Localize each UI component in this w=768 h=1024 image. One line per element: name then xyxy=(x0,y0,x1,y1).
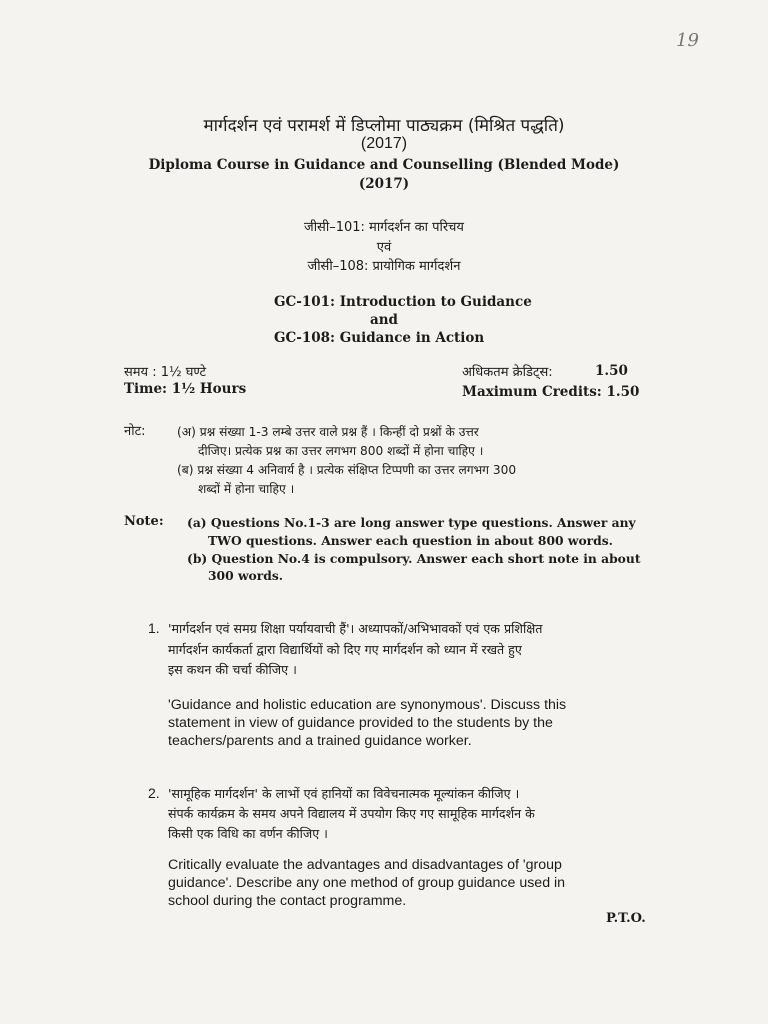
course1-english: GC-101: Introduction to Guidance xyxy=(274,294,532,310)
title-english: Diploma Course in Guidance and Counselling (Blended Mode) xyxy=(148,157,620,173)
question-2-english-line3: school during the contact programme. xyxy=(168,893,407,909)
credits-english: Maximum Credits: 1.50 xyxy=(462,384,640,400)
pto-marker: P.T.O. xyxy=(606,911,646,926)
note-english-a-line1: (a) Questions No.1-3 are long answer type questions. Answer any xyxy=(187,515,636,530)
question-1-english-line1: 'Guidance and holistic education are synonymous'. Discuss this xyxy=(168,697,567,713)
question-2-hindi-line3: किसी एक विधि का वर्णन कीजिए । xyxy=(168,826,328,841)
question-2-english-line1: Critically evaluate the advantages and disadvantages of 'group xyxy=(168,857,562,873)
question-1-hindi-line2: मार्गदर्शन कार्यकर्ता द्वारा विद्यार्थियों को दिए गए मार्गदर्शन को ध्यान में रखते हुए xyxy=(168,642,522,657)
question-1-hindi-line1: 'मार्गदर्शन एवं समग्र शिक्षा पर्यायवाची हैं'। अध्यापकों/अभिभावकों एवं एक प्रशिक्षित xyxy=(168,621,543,636)
year-hindi: (2017) xyxy=(360,135,408,152)
note-english-b-line2: 300 words. xyxy=(208,568,284,583)
question-2-english-line2: guidance'. Describe any one method of group guidance used in xyxy=(168,875,566,891)
question-1-number: 1. xyxy=(148,620,160,636)
title-hindi: मार्गदर्शन एवं परामर्श में डिप्लोमा पाठ्यक्रम (मिश्रित पद्धति) xyxy=(203,116,565,136)
note-english-a-line2: TWO questions. Answer each question in about 800 words. xyxy=(208,533,613,548)
and-english: and xyxy=(369,312,398,328)
time-english: Time: 1½ Hours xyxy=(124,381,247,397)
credits-hindi-label: अधिकतम क्रेडिट्स: xyxy=(462,365,553,380)
question-1-english-line2: statement in view of guidance provided to the students by the xyxy=(168,715,553,731)
credits-hindi-value: 1.50 xyxy=(595,363,628,379)
course2-english: GC-108: Guidance in Action xyxy=(274,330,485,346)
note-hindi-label: नोट: xyxy=(124,424,146,439)
time-hindi: समय : 1½ घण्टे xyxy=(124,365,207,380)
note-hindi-a-line1: (अ) प्रश्न संख्या 1-3 लम्बे उत्तर वाले प्रश्न हैं । किन्हीं दो प्रश्नों के उत्तर xyxy=(177,425,479,439)
note-hindi-b-line1: (ब) प्रश्न संख्या 4 अनिवार्य है । प्रत्येक संक्षिप्त टिप्पणी का उत्तर लगभग 300 xyxy=(177,463,517,477)
note-hindi-a-line2: दीजिए। प्रत्येक प्रश्न का उत्तर लगभग 800 शब्दों में होना चाहिए । xyxy=(198,444,484,458)
course2-hindi: जीसी–108: प्रायोगिक मार्गदर्शन xyxy=(307,259,461,274)
year-english: (2017) xyxy=(358,176,410,192)
question-2-hindi-line2: संपर्क कार्यक्रम के समय अपने विद्यालय में उपयोग किए गए सामूहिक मार्गदर्शन के xyxy=(168,806,535,821)
note-english-label: Note: xyxy=(124,514,164,529)
question-1-english-line3: teachers/parents and a trained guidance worker. xyxy=(168,733,472,749)
question-1-hindi-line3: इस कथन की चर्चा कीजिए । xyxy=(168,662,297,677)
note-hindi-b-line2: शब्दों में होना चाहिए । xyxy=(198,482,295,496)
and-hindi: एवं xyxy=(376,240,392,255)
page-number: 19 xyxy=(676,30,699,51)
question-2-number: 2. xyxy=(148,785,160,801)
course1-hindi: जीसी–101: मार्गदर्शन का परिचय xyxy=(304,220,464,235)
note-english-b-line1: (b) Question No.4 is compulsory. Answer each short note in about xyxy=(187,551,641,566)
question-2-hindi-line1: 'सामूहिक मार्गदर्शन' के लाभों एवं हानियों का विवेचनात्मक मूल्यांकन कीजिए । xyxy=(168,786,520,801)
